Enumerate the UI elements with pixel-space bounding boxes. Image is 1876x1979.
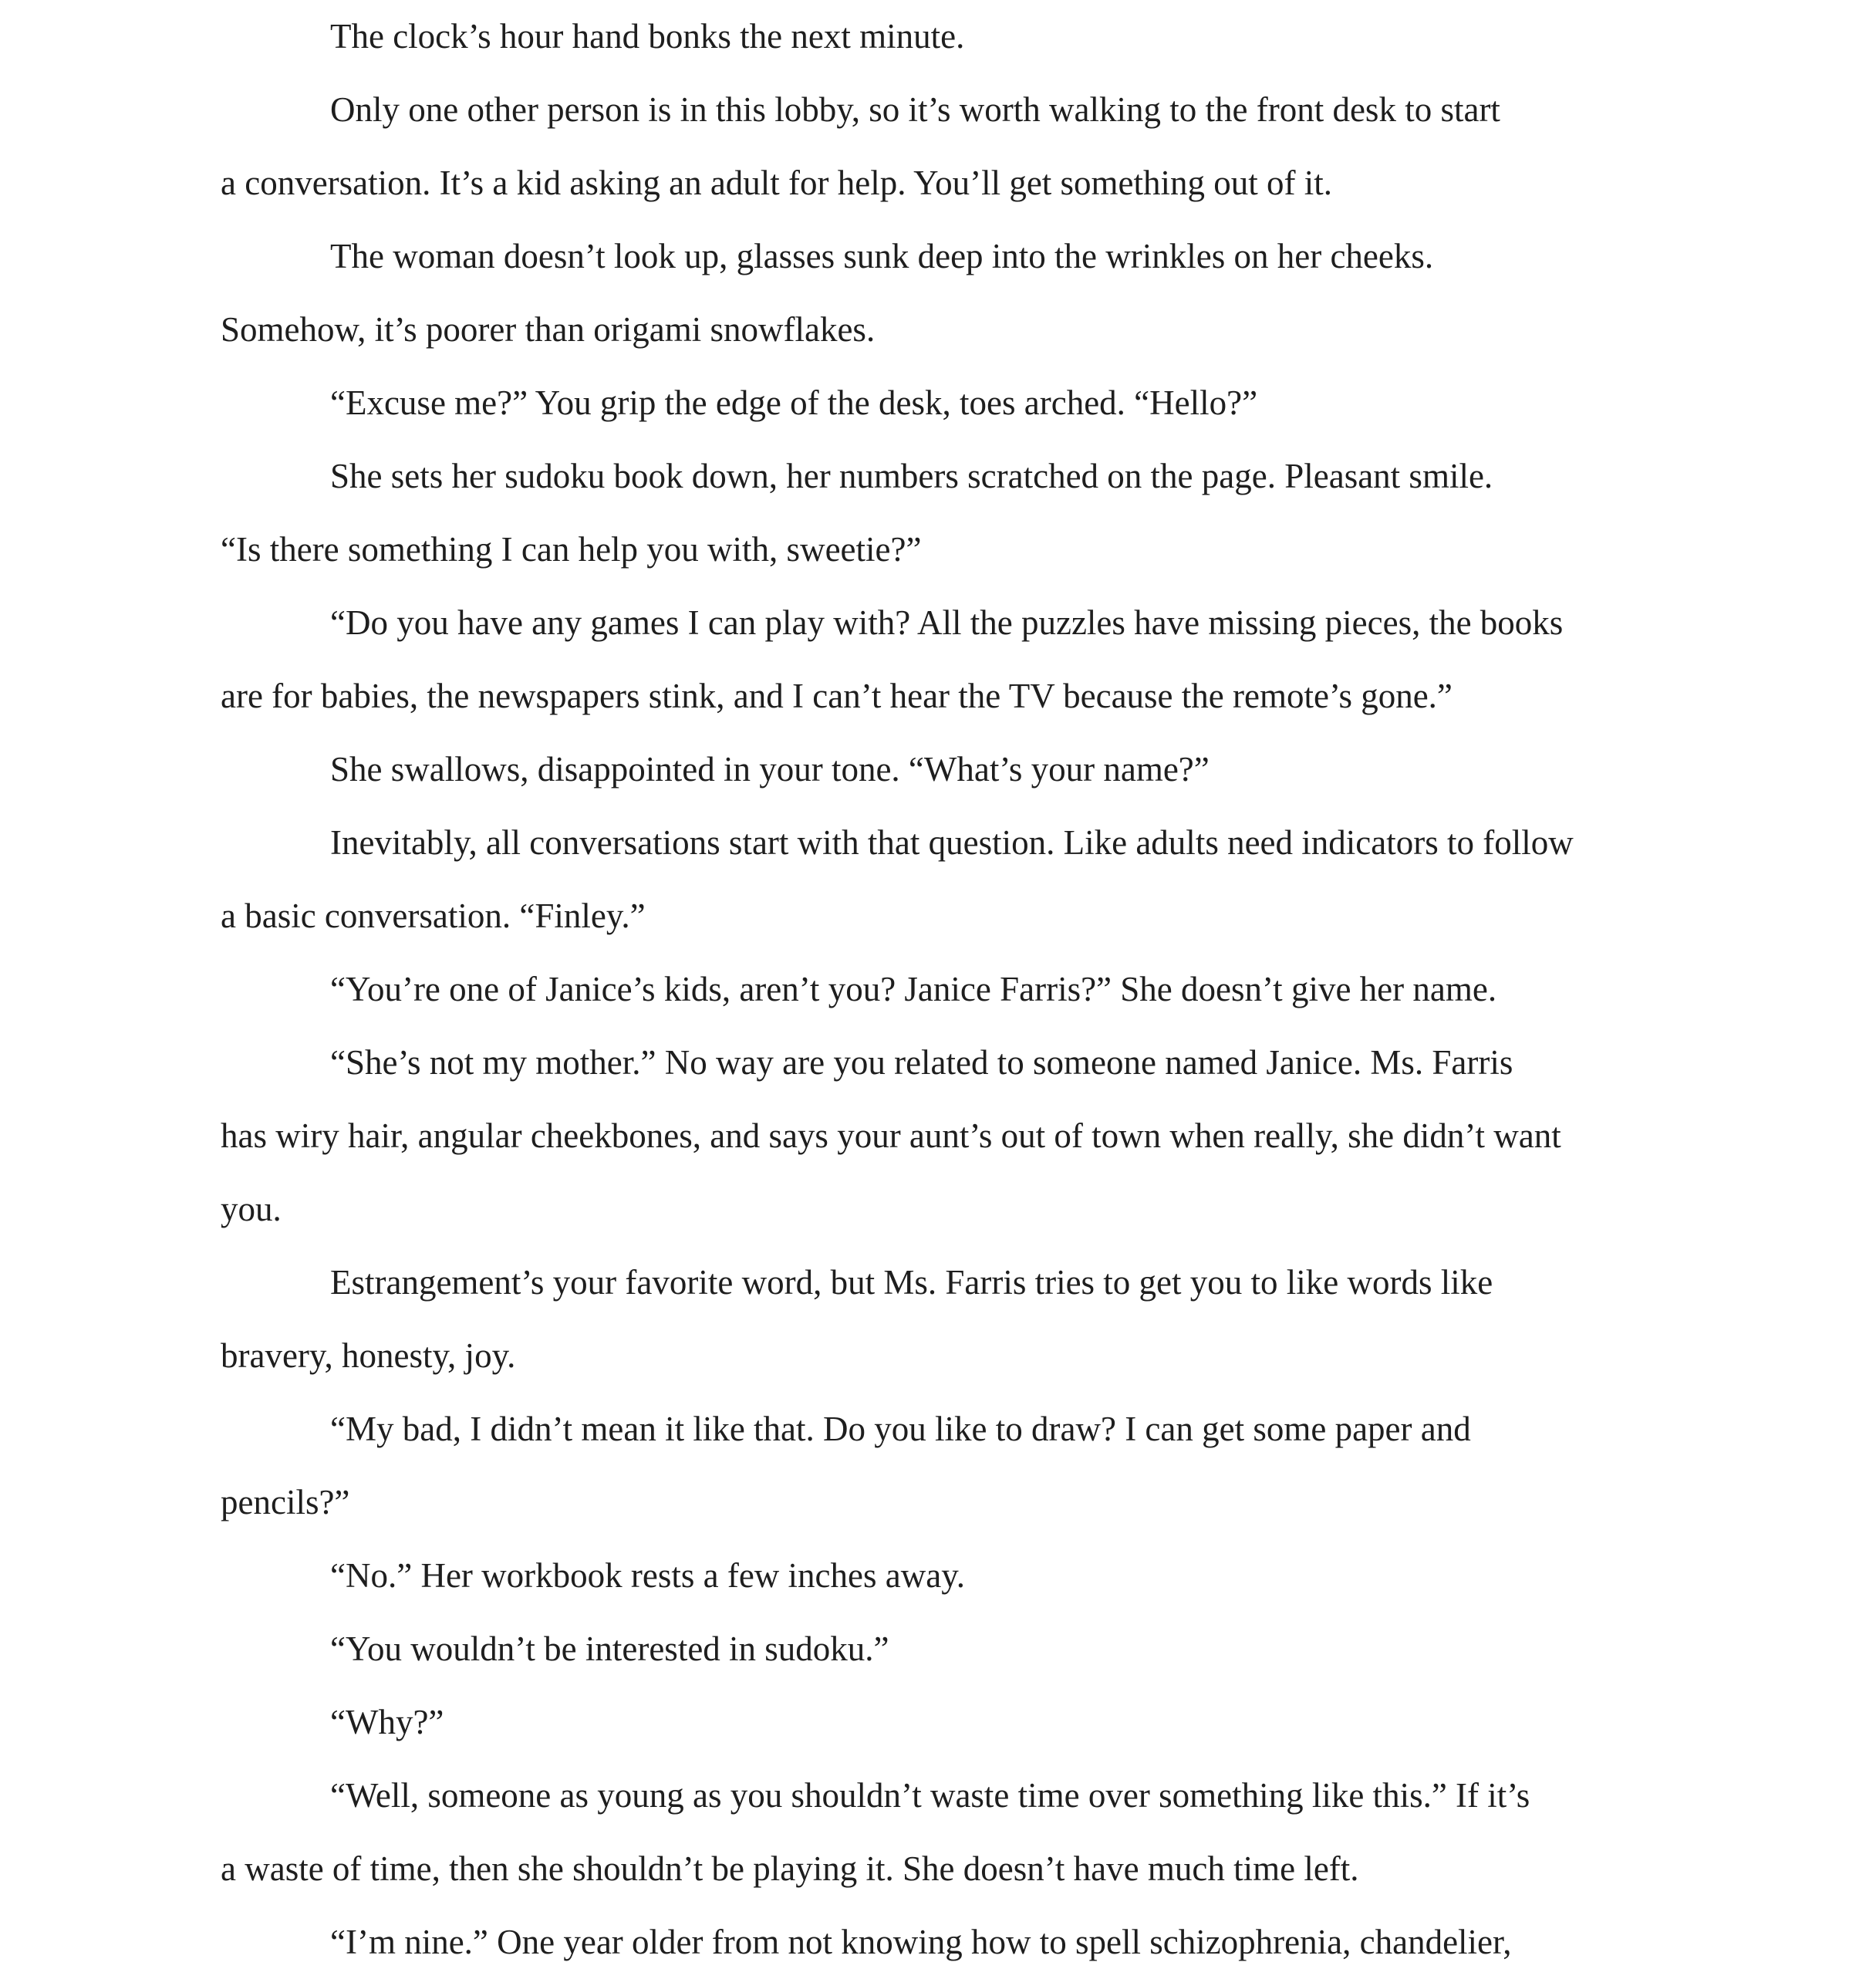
text-line: Inevitably, all conversations start with that question. Like adults need indicators to follow [330,823,1574,862]
text-line: “No.” Her workbook rests a few inches away. [330,1556,966,1595]
text-line: a basic conversation. “Finley.” [221,897,646,935]
text-line: She sets her sudoku book down, her numbers scratched on the page. Pleasant smile. [330,457,1493,495]
text-line: The woman doesn’t look up, glasses sunk deep into the wrinkles on her cheeks. [330,237,1434,275]
text-line: Only one other person is in this lobby, so it’s worth walking to the front desk to start [330,90,1500,129]
text-line: are for babies, the newspapers stink, and I can’t hear the TV because the remote’s gone.” [221,677,1453,715]
text-line: “Well, someone as young as you shouldn’t waste time over something like this.” If it’s [330,1776,1530,1815]
text-line: “Why?” [330,1703,444,1741]
text-line: Somehow, it’s poorer than origami snowflakes. [221,310,876,349]
text-line: She swallows, disappointed in your tone. “What’s your name?” [330,750,1210,789]
text-line: “She’s not my mother.” No way are you related to someone named Janice. Ms. Farris [330,1043,1513,1082]
text-line: “Is there something I can help you with, sweetie?” [221,530,922,569]
text-line: a waste of time, then she shouldn’t be playing it. She doesn’t have much time left. [221,1849,1359,1888]
text-line: a conversation. It’s a kid asking an adult for help. You’ll get something out of it. [221,164,1333,202]
text-line: bravery, honesty, joy. [221,1336,516,1375]
text-line: you. [221,1190,282,1228]
text-line: has wiry hair, angular cheekbones, and says your aunt’s out of town when really, she didn’t want [221,1116,1561,1155]
text-line: The clock’s hour hand bonks the next minute. [330,17,965,56]
text-line: “I’m nine.” One year older from not knowing how to spell schizophrenia, chandelier, [330,1923,1512,1961]
text-line: Estrangement’s your favorite word, but Ms. Farris tries to get you to like words like [330,1263,1493,1302]
manuscript-text [221,0,1655,1979]
text-line: “You wouldn’t be interested in sudoku.” [330,1629,889,1668]
text-line: “My bad, I didn’t mean it like that. Do you like to draw? I can get some paper and [330,1410,1471,1448]
text-line: “Excuse me?” You grip the edge of the desk, toes arched. “Hello?” [330,383,1258,422]
text-line: “Do you have any games I can play with? All the puzzles have missing pieces, the books [330,603,1564,642]
text-line: pencils?” [221,1483,350,1521]
text-line: “You’re one of Janice’s kids, aren’t you? Janice Farris?” She doesn’t give her name. [330,970,1497,1008]
